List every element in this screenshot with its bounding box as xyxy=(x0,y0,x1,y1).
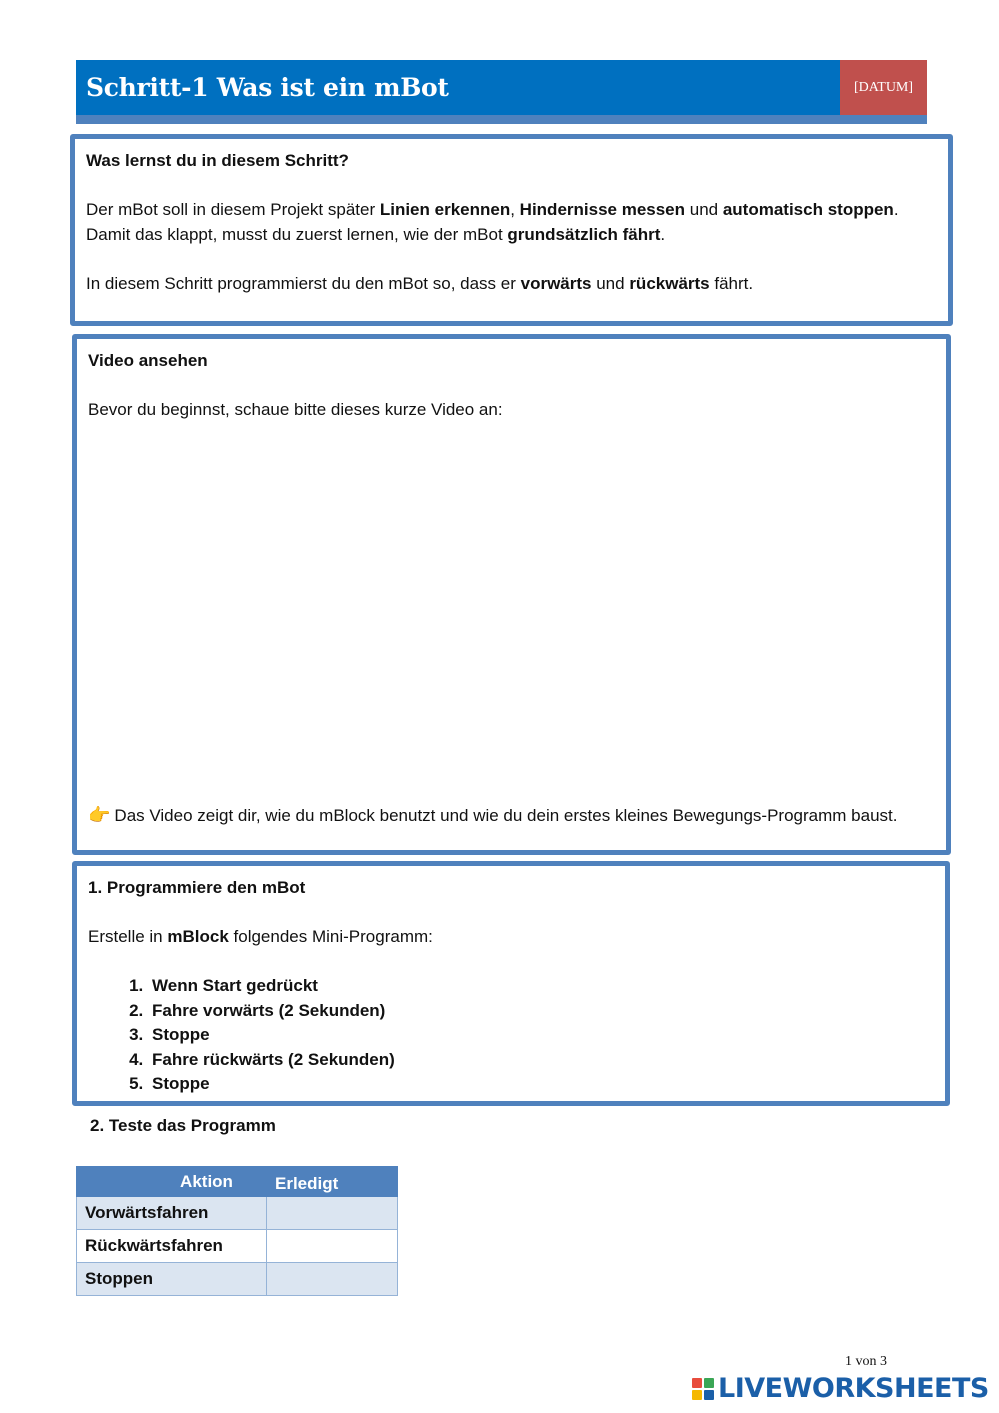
header-bar xyxy=(76,60,927,115)
program-box xyxy=(72,861,950,1106)
liveworksheets-logo xyxy=(692,1373,989,1404)
date-field[interactable]: [DATUM] xyxy=(840,60,927,115)
table-row xyxy=(77,1230,398,1263)
video-heading: Video ansehen xyxy=(88,351,208,370)
liveworksheets-icon xyxy=(692,1378,714,1400)
video-note: 👉 Das Video zeigt dir, wie du mBlock benutzt und wie du dein erstes kleines Bewegungs-Programm baust. xyxy=(88,805,898,825)
program-heading: 1. Programmiere den mBot xyxy=(88,878,306,897)
done-cell[interactable] xyxy=(267,1230,398,1263)
action-cell: Stoppen xyxy=(77,1263,267,1296)
action-cell: Rückwärtsfahren xyxy=(77,1230,267,1263)
learning-goals-box xyxy=(70,134,953,326)
video-embed[interactable] xyxy=(88,419,935,789)
page-number: 1 von 3 xyxy=(845,1354,887,1369)
done-cell[interactable] xyxy=(267,1263,398,1296)
program-step: 4. Fahre rückwärts (2 Sekunden) xyxy=(148,1048,935,1073)
pointing-hand-icon: 👉 xyxy=(88,805,111,825)
table-row xyxy=(77,1263,398,1296)
column-header-done: Erledigt xyxy=(267,1167,398,1197)
learning-goals-paragraph-1: Der mBot soll in diesem Projekt später Linien erkennen, Hindernisse messen und automatisch stoppen. xyxy=(86,200,899,219)
done-cell[interactable] xyxy=(267,1197,398,1230)
header-underline xyxy=(76,115,927,124)
program-steps-list xyxy=(88,974,935,1097)
test-heading: 2. Teste das Programm xyxy=(90,1116,276,1135)
learning-goals-heading: Was lernst du in diesem Schritt? xyxy=(86,151,349,170)
program-intro: Erstelle in mBlock folgendes Mini-Programm: xyxy=(88,927,433,946)
column-header-action: Aktion xyxy=(77,1167,267,1197)
program-step: 5. Stoppe xyxy=(148,1072,935,1097)
learning-goals-paragraph-3: In diesem Schritt programmierst du den mBot so, dass er vorwärts und rückwärts fährt. xyxy=(86,273,754,293)
program-step: 1. Wenn Start gedrückt xyxy=(148,974,935,999)
program-step: 3. Stoppe xyxy=(148,1023,935,1048)
action-cell: Vorwärtsfahren xyxy=(77,1197,267,1230)
test-checklist-table xyxy=(76,1166,398,1296)
learning-goals-paragraph-2: Damit das klappt, musst du zuerst lernen, wie der mBot grundsätzlich fährt. xyxy=(86,224,666,244)
video-box xyxy=(72,334,951,855)
program-step: 2. Fahre vorwärts (2 Sekunden) xyxy=(148,999,935,1024)
page-title: Schritt-1 Was ist ein mBot xyxy=(86,73,449,102)
liveworksheets-wordmark: LIVEWORKSHEETS xyxy=(718,1373,989,1404)
video-intro: Bevor du beginnst, schaue bitte dieses kurze Video an: xyxy=(88,400,503,419)
table-row xyxy=(77,1197,398,1230)
